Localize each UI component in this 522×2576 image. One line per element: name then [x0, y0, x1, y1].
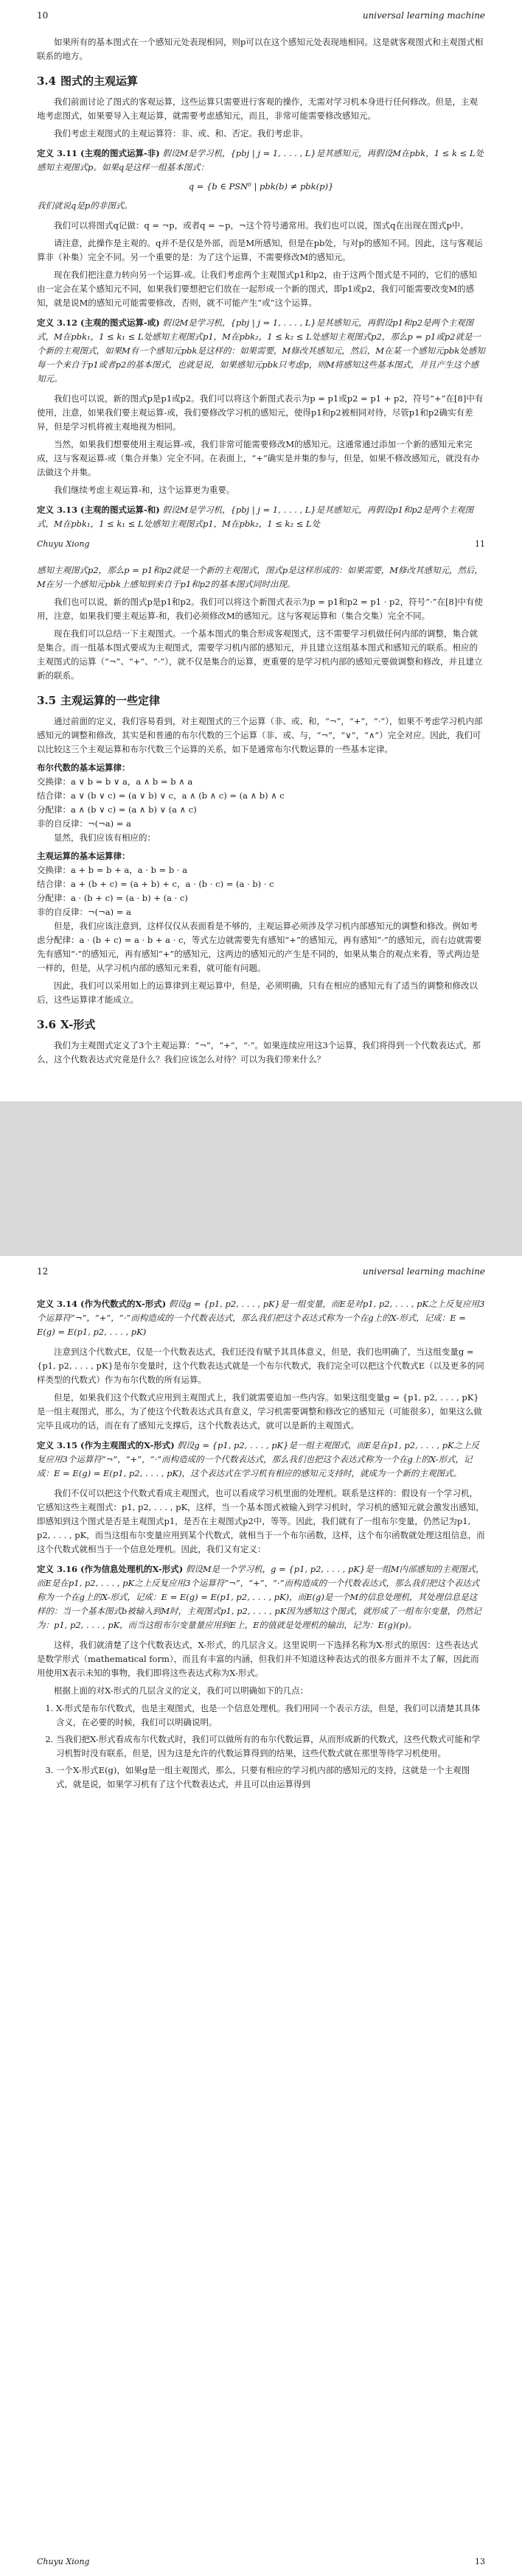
- page-body: [37, 1291, 485, 1794]
- paragraph: 注意到这个代数式E，仅是一个代数表达式，我们还没有赋予其具体意义，但是，我们也明确了，当这组变量g = {p1, p2, . . . , pK}是布尔变量时，这个代数表达式就是一个布尔代数式，我们完全可以把这个代数式E（以及更多的同样类型的代数式）作为布尔代数的所有运算。: [37, 1347, 484, 1385]
- paragraph: 根据上面的对X-形式的几层含义的定义，我们可以明确如下的几点：: [54, 1685, 309, 1696]
- definition-3-14: 定义 3.14 (作为代数式的X-形式) 假设g = {p1, p2, . . . , pK}是一组变量，而E是对p1, p2, . . . , pK之上反复应用3个运算符“¬”，“+”，“·”而构造成的一个代数表达式，那么我们把这个表达式称为一个在g上的X-形式，记成：E = E(g) = E(p1, p2, . . . , pK): [37, 1299, 485, 1337]
- paragraph: 如果所有的基本图式在一个感知元处表现相同，则p可以在这个感知元处表现地相同。这是就客观图式和主观图式相联系的地方。: [37, 37, 484, 61]
- definition-3-15: 定义 3.15 (作为主观图式的X-形式) 假设g = {p1, p2, . . . , pK}是一组主观图式，而E是在p1, p2, . . . , pK之上反复应用3个运算符“¬”，“+”，“·”而构造成的一个代数表达式，那么我们也把这个表达式称为一个在g上的X-形式，记成：E = E(g) = E(p1, p2, . . . , pK)，这个表达式在学习机有相应的感知元支持时，就成为一个新的主观图式。: [37, 1440, 480, 1478]
- definition-3-12: 定义 3.12 (主观的图式运算-或) 假设M是学习机，{pbj | j = 1, . . . , L}是其感知元，再假设p1和p2是两个主观图式，M在pbk₁，1 ≤ k₁ ≤ L处感知主观图式p1，M在pbk₂，1 ≤ k₂ ≤ L处感知主观图式p2，那么p = p1或p2就是一个新的主观图式，如果M有一个感知元pbk是这样的：如果需要，M修改其感知元，然后，M在某一个感知元pbk处感知每一个来自于p1或者p2的基本图式，也就是说，如果感知元pbk只考虑p，则M将感知这些基本图式，并且产生这个感知元。: [37, 317, 485, 384]
- footer-page-number: 13: [475, 2557, 485, 2566]
- paragraph: 请注意，此操作是主观的。q并不是仅是外部，而是M所感知，但是在pb处，与对p的感知不同。因此，这与客观运算非（补集）完全不同。另一个重要的是：为了这个运算，不需要修改M的感知元。: [37, 238, 483, 262]
- paragraph: 但是，我们应该注意到，这样仅仅从表面看是不够的，主观运算必须涉及学习机内部感知元的调整和修改。例如考虑分配律：a · (b + c) = a · b + a · c，等式左边就需要先有感知“+”的感知元，再有感知“·”的感知元，而右边就需要先有感知“·”的感知元，再有感知“+”的感知元，这两边的感知元的产生是不同的，如果从集合的观点来看，等式两边是一样的，但是，从学习机内部的感知元来看，就可能有问题。: [37, 921, 482, 973]
- footer-page-number: 11: [475, 539, 485, 549]
- list-item: 1. X-形式是布尔代数式，也是主观图式，也是一个信息处理机。我们用同一个表示方法，但是，我们可以清楚其具体含义，在必要的时候，我们可以明确说明。: [56, 1702, 485, 1730]
- formula: q = {b ∈ PSN⁰ | pbk(b) ≠ pbk(p)}: [188, 181, 334, 192]
- numbered-list: [37, 1702, 485, 1791]
- paragraph: 但是，如果我们这个代数式应用到主观图式上，我们就需要追加一些内容。如果这组变量g = {p1, p2, . . . , pK}是一组主观图式，那么，为了使这个代数表达式具有意义，学习机需要调整和修改它的感知元（可能很多），如果这么做完毕且成功的话，而在有了感知元支撑后，这个代数表达式，就可以是新的主观图式。: [37, 1392, 482, 1431]
- paragraph: 我们不仅可以把这个代数式看成主观图式，也可以看成学习机里面的处理机。联系是这样的：假设有一个学习机，它感知这些主观图式：p1, p2, . . . , pK，这样，当一个基本图式被输入到学习机时，学习机的感知元就会激发出感知，即感知到这个图式是否是主观图式p1，是否在主观图式p2中，等等。因此，我们就有了一组布尔变量，仍然记为p1, p2, . . . , pK，而当这组布尔变量应用到某个代数式，就相当于一个布尔函数，这样，这个布尔函数就处理这组信息，而这个代数式就相当于一个信息处理机。因此，我们又有定义：: [37, 1488, 485, 1554]
- page-number: 10: [37, 10, 49, 21]
- paragraph: 这样，我们就清楚了这个代数表达式，X-形式，的几层含义。这里说明一下选择名称为X-形式的原因：这些表达式是数学形式（mathematical form），而且有丰富的内涵，但我们并不知道这种表达式的很多方面并不太了解，因此而用使用X表示未知的事物，我们即将这些表达式称为X-形式。: [37, 1640, 479, 1678]
- law-item: 交换律：a ∨ b = b ∨ a，a ∧ b = b ∧ a: [37, 776, 193, 787]
- paragraph: 我们继续考虑主观运算-和，这个运算更为重要。: [54, 485, 235, 495]
- page-footer: [37, 537, 485, 553]
- page-number: 12: [37, 1266, 49, 1277]
- list-item: 2. 当我们把X-形式看成布尔代数式时，我们可以做所有的布尔代数运算，从而形成新的代数式，这些代数式可能和学习机暂时没有联系，但是，因为这是允许的代数运算得到的结果，这些代数式就在那里等待学习机使用。: [56, 1733, 485, 1761]
- paragraph: 我们也可以说，新的图式p是p1或p2。我们可以将这个新图式表示为p = p1或p2 = p1 + p2，符号“+”在[8]中有使用，注意，如果我们要主观运算-或，我们要修改学习机的感知元，使得p1和p2被相同对待，尽管p1和p2确实有差异，但是学习机将被主观地视为相同。: [37, 393, 484, 432]
- page-header: [37, 1266, 485, 1278]
- law-item: 非的自反律：¬(¬a) = a: [37, 818, 131, 829]
- definition-3-13: 定义 3.13 (主观的图式运算-和) 假设M是学习机，{pbj | j = 1, . . . , L}是其感知元，再假设p1和p2是两个主观图式，M在pbk₁，1 ≤ k₁ ≤ L处感知主观图式p1，M在pbk₂，1 ≤ k₂ ≤ L处: [37, 505, 474, 529]
- paragraph: 因此，我们可以采用如上的运算律到主观运算中，但是，必须明确，只有在相应的感知元有了适当的调整和修改以后，这些运算律才能成立。: [37, 980, 478, 1005]
- list-item: 3. 一个X-形式E(g)，如果g是一组主观图式，那么，只要有相应的学习机内部的感知元的支持，这就是一个主观图式，就是说，如果学习机有了这个代数表达式，并且可以由运算得到: [56, 1763, 485, 1791]
- paragraph: 我们为主观图式定义了3个主观运算：“¬”，“+”，“·”。如果连续应用这3个运算，我们将得到一个代数表达式，那么，这个代数表达式究竟是什么？我们应该怎么对待？可以为我们带来什么？: [37, 1040, 481, 1064]
- definition-3-16: 定义 3.16 (作为信息处理机的X-形式) 假设M是一个学习机，g = {p1, p2, . . . , pK}是一组M内部感知的主观图式，而E是在p1, p2, . . . , pK之上反复应用3个运算符“¬”，“+”，“·”而构造成的一个代数表达式，那么我们把这个表达式称为一个在g上的X-形式，记成：E = E(g) = E(p1, p2, . . . , pK)，而E(g)是一个M的信息处理机，其处理信息是这样的：当一个基本图式b被输入到M时，主观图式p1, p2, . . . , pK因为感知这个图式，就形成了一组布尔变量，仍然记为：p1, p2, . . . , pK，而当这组布尔变量量应用到E上，E的值就是处理机的输出，记为：E(g)(p)。: [37, 1564, 484, 1630]
- section-heading: 3.4 图式的主观运算: [37, 74, 139, 88]
- paragraph: 我们前面讨论了图式的客观运算，这些运算只需要进行客观的操作，无需对学习机本身进行任何修改。但是，主观地考虑图式，如果要导入主观运算，就需要考虑感知元，而且，非常可能需要修改感知元。: [37, 96, 478, 121]
- running-title: universal learning machine: [362, 10, 485, 21]
- paragraph: 我们可以将图式q记做：q = ¬p，或者q = ∼p，¬这个符号通常用。我们也可以说，图式q在出现在图式p中。: [54, 220, 469, 231]
- page-header: [37, 10, 485, 22]
- law-item: 非的自反律：¬(¬a) = a: [37, 907, 131, 917]
- law-heading: 布尔代数的基本运算律：: [37, 762, 130, 773]
- paragraph: 当然，如果我们想要使用主观运算-或，我们非常可能需要修改M的感知元。这通常通过添加一个新的感知元来完成，这与客观运算-或（集合并集）完全不同。在表面上，“+”确实是并集的参与，但是，如果不修改感知元，就没有办法做这个并集。: [37, 439, 480, 477]
- running-title: universal learning machine: [362, 1266, 485, 1277]
- footer-author: Chuyu Xiong: [37, 539, 90, 549]
- paragraph: 我们考虑主观图式的主观运算符：非、或、和、否定。我们考虑非。: [54, 128, 308, 138]
- law-heading: 主观运算的基本运算律：: [37, 851, 130, 861]
- definition-3-11: 定义 3.11 (主观的图式运算-非) 假设M是学习机，{pbj | j = 1, . . . , L}是其感知元，再假设M在pbk，1 ≤ k ≤ L处感知主观图式p。如果q是这样一组基本图式： q = {b ∈ PSN⁰ | pbk(b) ≠ pbk(p)} 我们就说q是p的非图式。: [37, 148, 484, 211]
- page-body: [37, 35, 485, 1070]
- paragraph: 感知主观图式p2，那么p = p1和p2就是一个新的主观图式，图式p是这样形成的：如果需要，M修改其感知元，然后，M在另一个感知元pbk上感知到来自于p1和p2的基本图式同时出现。: [37, 565, 483, 589]
- paragraph: 现在我们把注意力转向另一个运算-或。让我们考虑两个主观图式p1和p2，由于这两个图式是不同的，它们的感知由一定会在某个感知元不同，如果我们要想把它们放在一起形成一个新的图式，即p1或p2，我们可能需要改变M的感知，就是说M的感知元可能需要修改，否则，就不可能产生“或”这个运算。: [37, 270, 477, 308]
- law-item: 分配律：a ∧ (b ∨ c) = (a ∧ b) ∨ (a ∧ c): [37, 804, 197, 815]
- section-heading: 3.5 主观运算的一些定律: [37, 694, 161, 707]
- page-2: [0, 1256, 522, 2576]
- section-heading: 3.6 X-形式: [37, 1018, 96, 1031]
- page-1: [0, 0, 522, 1101]
- law-item: 结合律：a ∨ (b ∨ c) = (a ∨ b) ∨ c，a ∧ (b ∧ c) = (a ∧ b) ∧ c: [37, 790, 285, 801]
- paragraph: 显然，我们应该有相应的：: [54, 832, 156, 843]
- paragraph: 我们也可以说，新的图式p是p1和p2。我们可以将这个新图式表示为p = p1和p2 = p1 · p2，符号“·”在[8]中有使用，注意，如果我们要主观运算-和，我们必须修改M的感知元。这与客观运算和（集合交集）完全不同。: [37, 597, 483, 621]
- law-item: 结合律：a + (b + c) = (a + b) + c，a · (b · c) = (a · b) · c: [37, 879, 274, 889]
- law-item: 交换律：a + b = b + a，a · b = b · a: [37, 865, 188, 875]
- footer-author: Chuyu Xiong: [37, 2557, 90, 2566]
- page-footer: [37, 2557, 485, 2569]
- law-item: 分配律：a · (b + c) = (a · b) + (a · c): [37, 893, 188, 903]
- paragraph: 现在我们可以总结一下主观图式。一个基本图式的集合形成客观图式，这不需要学习机做任何内部的调整，集合就是集合。而一组基本图式要成为主观图式，需要学习机内部的感知元，并且建立这组基本图式和感知元的联系。相应的主观图式的运算（“¬”、“+”、“·”），就不仅是集合的运算，更重要的是学习机内部的感知元要做调整和修改，并且建立新的联系。: [37, 628, 483, 681]
- paragraph: 通过前面的定义，我们容易看到，对主观图式的三个运算（非、或、和，“¬”，“+”，“·”），如果不考虑学习机内部感知元的调整和修改，其实是和普通的布尔代数的三个运算（非、或、与，“¬”，“∨”，“∧”）完全对应。因此，我们可以比较这三个主观运算和布尔代数三个运算的关系，如下是通常布尔代数运算的一些基本定律。: [37, 716, 483, 754]
